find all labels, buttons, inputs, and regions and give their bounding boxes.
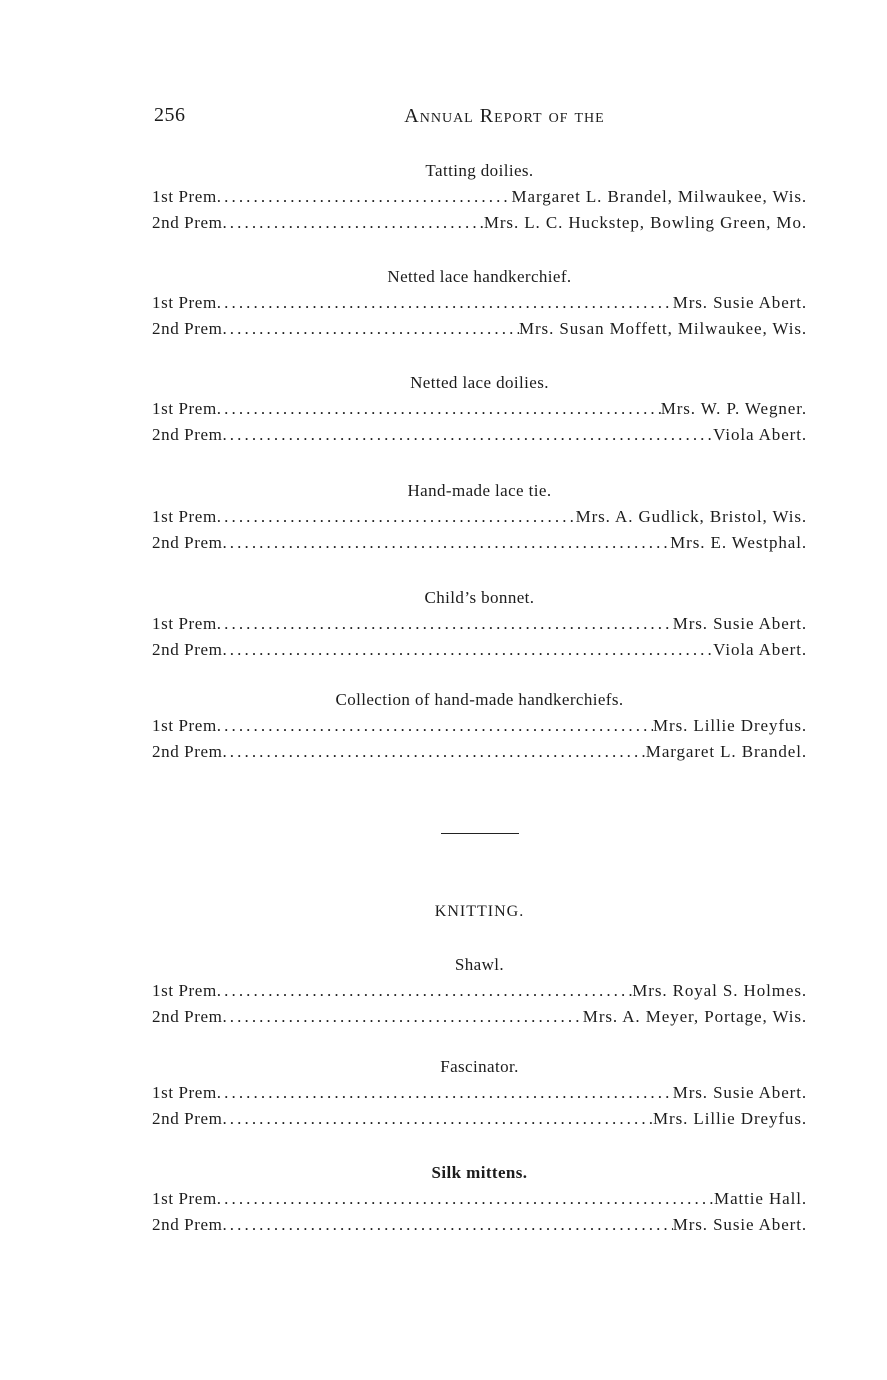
winner-name: Mattie Hall. [714,1189,807,1208]
award-entry [152,611,807,637]
prize-label: 2nd Prem [152,1109,223,1128]
winner-name: Margaret L. Brandel. [645,742,807,761]
winner-name: Mrs. L. C. Huckstep, Bowling Green, Mo. [483,213,807,232]
award-entry [152,1186,807,1212]
dot-leader [217,396,661,422]
prize-label: 1st Prem [152,1083,217,1102]
section-heading: Silk mittens. [431,1163,528,1182]
dot-leader [217,713,653,739]
award-entry [152,978,807,1004]
section-heading: Collection of hand-made handkerchiefs. [335,690,624,709]
winner-name: Mrs. Susie Abert. [672,614,807,633]
award-entry [152,637,807,663]
award-section [152,585,807,663]
dot-leader [222,1106,653,1132]
winner-name: Mrs. Susie Abert. [672,1215,807,1234]
winner-name: Mrs. Susie Abert. [672,1083,807,1102]
dot-leader [217,504,576,530]
award-section [152,478,807,556]
winner-name: Mrs. Lillie Dreyfus. [653,1109,807,1128]
award-section [152,687,807,765]
prize-label: 1st Prem [152,614,217,633]
dot-leader [217,184,512,210]
prize-label: 1st Prem [152,187,217,206]
prize-label: 1st Prem [152,399,217,418]
dot-leader [217,611,673,637]
section-heading: Hand-made lace tie. [407,481,552,500]
prize-label: 2nd Prem [152,742,223,761]
winner-name: Mrs. Susan Moffett, Milwaukee, Wis. [518,319,807,338]
department-title: KNITTING. [434,903,525,920]
prize-label: 1st Prem [152,293,217,312]
award-entry [152,290,807,316]
award-entry [152,316,807,342]
award-section [152,1160,807,1238]
page-header [152,100,807,134]
prize-label: 2nd Prem [152,533,223,552]
award-entry [152,1080,807,1106]
winner-name: Mrs. E. Westphal. [670,533,807,552]
award-section [152,264,807,342]
award-entry [152,184,807,210]
winner-name: Margaret L. Brandel, Milwaukee, Wis. [511,187,807,206]
award-section [152,952,807,1030]
prize-label: 2nd Prem [152,213,223,232]
award-entry [152,1106,807,1132]
section-heading: Shawl. [454,955,505,974]
dot-leader [217,290,673,316]
winner-name: Mrs. Lillie Dreyfus. [653,716,807,735]
award-section [152,370,807,448]
prize-label: 2nd Prem [152,640,223,659]
winner-name: Viola Abert. [713,425,807,444]
award-entry [152,739,807,765]
award-entry [152,1212,807,1238]
winner-name: Viola Abert. [713,640,807,659]
award-entry [152,1004,807,1030]
winner-name: Mrs. A. Gudlick, Bristol, Wis. [575,507,807,526]
award-section [152,158,807,236]
dot-leader [217,1186,714,1212]
prize-label: 2nd Prem [152,1007,223,1026]
dot-leader [222,210,483,236]
page [152,100,807,1238]
section-heading: Child’s bonnet. [424,588,535,607]
section-heading: Netted lace handkerchief. [387,267,572,286]
dot-leader [222,739,645,765]
award-entry [152,504,807,530]
prize-label: 1st Prem [152,716,217,735]
section-heading: Tatting doilies. [425,161,534,180]
prize-label: 1st Prem [152,1189,217,1208]
dot-leader [222,530,670,556]
winner-name: Mrs. W. P. Wegner. [660,399,807,418]
winner-name: Mrs. Susie Abert. [672,293,807,312]
prize-label: 1st Prem [152,507,217,526]
award-entry [152,422,807,448]
running-title: Annual Report of the [404,105,605,127]
dot-leader [222,1212,672,1238]
prize-label: 2nd Prem [152,425,223,444]
award-entry [152,396,807,422]
winner-name: Mrs. Royal S. Holmes. [632,981,807,1000]
dot-leader [222,422,713,448]
section-heading: Netted lace doilies. [410,373,549,392]
award-entry [152,530,807,556]
award-entry [152,210,807,236]
dot-leader [217,978,632,1004]
prize-label: 2nd Prem [152,1215,223,1234]
dot-leader [217,1080,673,1106]
award-entry [152,713,807,739]
section-heading: Fascinator. [440,1057,519,1076]
dot-leader [222,1004,582,1030]
winner-name: Mrs. A. Meyer, Portage, Wis. [582,1007,807,1026]
prize-label: 2nd Prem [152,319,223,338]
prize-label: 1st Prem [152,981,217,1000]
section-divider [441,833,519,834]
dot-leader [222,316,519,342]
dot-leader [222,637,713,663]
page-number: 256 [154,104,186,126]
award-section [152,1054,807,1132]
